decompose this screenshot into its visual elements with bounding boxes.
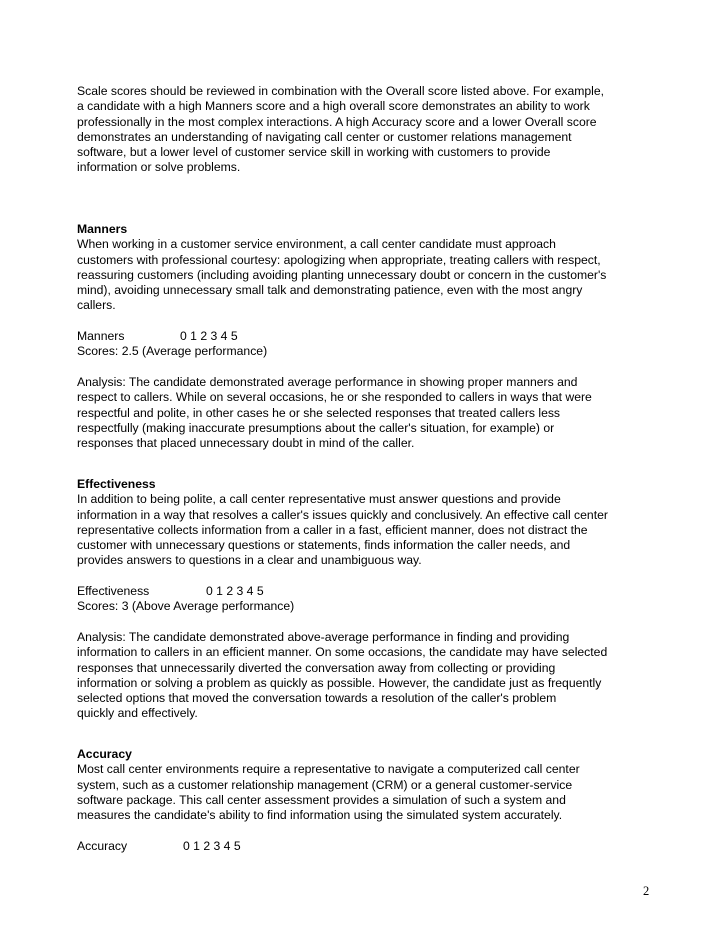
spacer: [77, 823, 667, 838]
effectiveness-scale: 0 1 2 3 4 5: [206, 584, 264, 599]
effectiveness-score: Scores: 3 (Above Average performance): [77, 599, 295, 614]
effectiveness-analysis: Analysis: The candidate demonstrated above-average performance in finding and providing information to callers in an efficient manner. On some occasions, the candidate may have selected responses that unnecessarily diverted the conversation away from collecting or providing information or solving a problem as quickly as possible. However, the candidate just as frequently selected options that moved the conversation towards a resolution of the caller's problem quickly and effectively.: [77, 629, 608, 721]
manners-scale-label: Manners: [77, 329, 125, 344]
accuracy-scale-label: Accuracy: [77, 838, 128, 853]
effectiveness-scale-line: [77, 584, 667, 599]
accuracy-scale-line: [77, 839, 667, 854]
manners-scale: 0 1 2 3 4 5: [180, 329, 238, 344]
accuracy-scale: 0 1 2 3 4 5: [183, 838, 241, 853]
accuracy-description: Most call center environments require a representative to navigate a computerized call center system, such as a customer relationship management (CRM) or a general customer-service software package. This call center assessment provides a simulation of such a system and measures the candidate's ability to find information using the simulated system accurately.: [77, 762, 580, 823]
manners-heading: Manners: [77, 222, 128, 236]
spacer: [77, 569, 667, 584]
effectiveness-heading: Effectiveness: [77, 477, 156, 491]
spacer: [77, 314, 667, 329]
manners-section: [77, 222, 667, 451]
manners-description: When working in a customer service environment, a call center candidate must approach customers with professional courtesy: apologizing when appropriate, treating callers with respect, reassuring customers (including avoiding planting unnecessary doubt or concern in the customer's mind), avoiding unnecessary small talk and demonstrating patience, even with the most angry callers.: [77, 237, 607, 313]
effectiveness-section: [77, 477, 667, 722]
effectiveness-description: In addition to being polite, a call center representative must answer questions and provide information in a way that resolves a caller's issues quickly and conclusively. An effective call center representative collects information from a caller in a fast, efficient manner, does not distract the customer with unnecessary questions or statements, finds information the caller needs, and provides answers to questions in a clear and unambiguous way.: [77, 492, 608, 568]
spacer: [77, 360, 667, 375]
effectiveness-scale-label: Effectiveness: [77, 584, 150, 599]
spacer: [77, 615, 667, 630]
intro-section: [77, 84, 667, 176]
page-number: 2: [643, 884, 650, 898]
intro-paragraph: Scale scores should be reviewed in combination with the Overall score listed above. For example, a candidate with a high Manners score and a high overall score demonstrates an ability to work professionally in the most complex interactions. A high Accuracy score and a lower Overall score demonstrates an understanding of navigating call center or customer relations management software, but a lower level of customer service skill in working with customers to provide information or solve problems.: [77, 84, 605, 175]
manners-scale-line: [77, 329, 667, 344]
accuracy-section: [77, 747, 667, 854]
accuracy-heading: Accuracy: [77, 747, 132, 761]
manners-score: Scores: 2.5 (Average performance): [77, 344, 268, 359]
manners-analysis: Analysis: The candidate demonstrated average performance in showing proper manners and respect to callers. While on several occasions, he or she responded to callers in ways that were respectful and polite, in other cases he or she selected responses that treated callers less respectfully (making inaccurate presumptions about the caller's situation, for example) or responses that placed unnecessary doubt in mind of the caller.: [77, 374, 592, 451]
